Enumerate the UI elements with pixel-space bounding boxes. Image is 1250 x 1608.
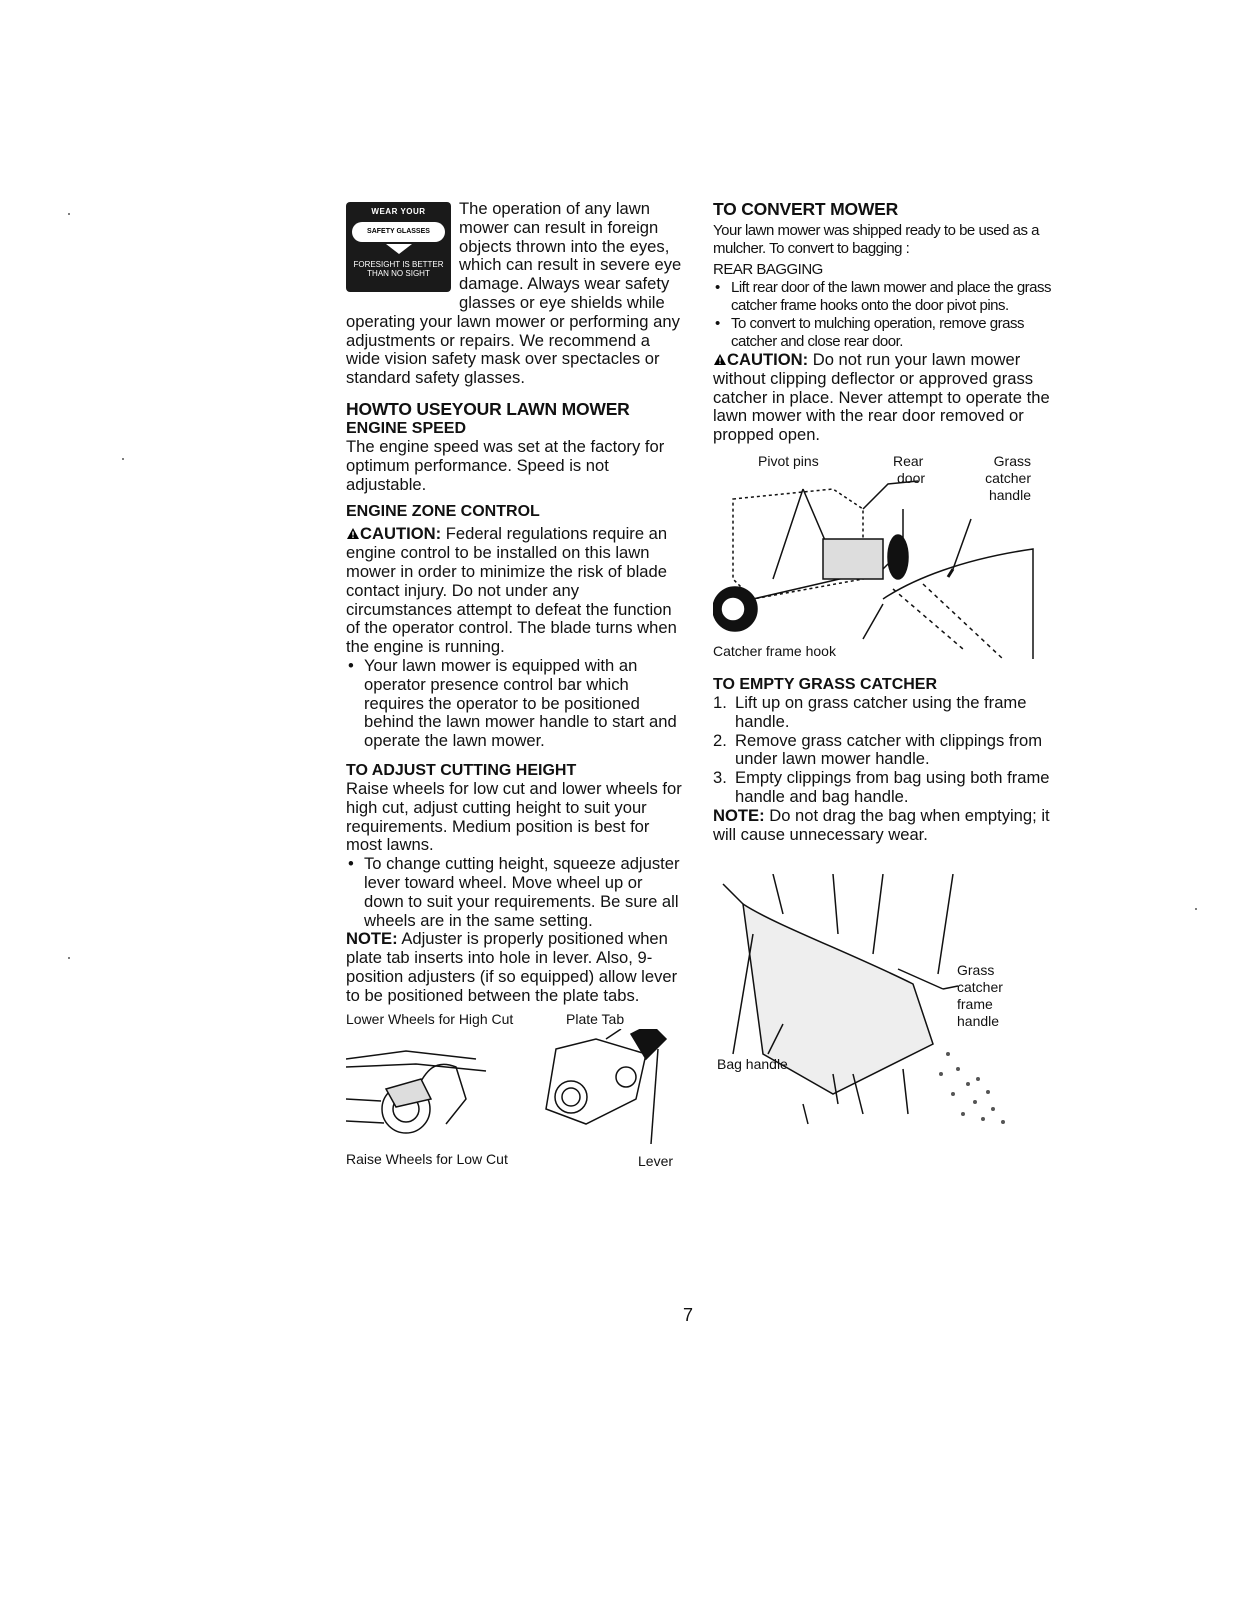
badge-line-4-text: THAN NO SIGHT [367,269,430,278]
frame-handle-label-1: Grass [957,962,995,979]
rear-door-label-1: Rear [893,452,924,469]
engine-zone-caution [346,525,686,657]
lever-label: Lever [638,1153,674,1170]
scan-speck [68,213,70,215]
empty-heading: TO EMPTY GRASS CATCHER [713,675,938,693]
engine-speed-text: The engine speed was set at the factory for optimum performance. Speed is not adjustable. [346,436,665,494]
scan-speck [122,458,124,460]
empty-note [713,807,1053,845]
convert-caution-text: Do not run your lawn mower without clipping deflector or approved grass catcher in place. Never attempt to operate the lawn mower with the rear door removed or propped open. [713,350,1050,445]
how-to-heading: HOWTO USEYOUR LAWN MOWER [346,398,630,419]
step-number: 1. [713,692,727,712]
plate-tab-label: Plate Tab [566,1011,625,1028]
grass-catcher-handle-label-3: handle [988,486,1031,503]
wheel-adjuster-illustration [346,1029,686,1149]
step-number: 2. [713,730,727,750]
lower-wheels-label: Lower Wheels for High Cut [346,1011,514,1028]
intro-text: The operation of any lawn mower can result in foreign objects thrown into the eyes, which can result in severe eye damage. Always wear safety glasses or eye shields while operating your lawn mower or performing any adjustments or repairs. We recommend a wide vision safety mask over spectacles or standard safety glasses. [346,199,682,388]
list-item: • To change cutting height, squeeze adjuster lever toward wheel. Move wheel up or down to suit your requirements. Be sure all wheels are in the same setting. [346,855,686,930]
cutting-height-bullets [346,855,686,930]
rear-door-label-2: door [897,469,926,486]
convert-caution [713,351,1053,445]
list-item [713,694,1053,732]
bagging-bullets [713,279,1053,351]
step-text: Lift up on grass catcher using the frame handle. [735,692,1027,731]
note-label: NOTE: [346,929,398,949]
list-item: • To convert to mulching operation, remove grass catcher and close rear door. [713,315,1053,351]
frame-handle-label-3: frame [957,996,993,1013]
caution-label: CAUTION: [727,350,809,369]
engine-zone-caution-text: Federal regulations require an engine control to be installed on this lawn mower in order to minimize the risk of blade contact injury. Do not under any circumstances attempt to defeat the function of the operator control. The blade turns when the engine is running. [346,524,677,657]
pivot-pins-label: Pivot pins [758,452,819,469]
caution-triangle-icon [346,527,360,540]
note-label: NOTE: [713,805,765,825]
frame-handle-label [957,962,1003,1030]
grass-catcher-handle-label-2: catcher [985,469,1031,486]
frame-handle-label-2: catcher [957,979,1003,996]
grass-catcher-handle-label-1: Grass [993,452,1031,469]
step-number: 3. [713,768,727,788]
convert-heading: TO CONVERT MOWER [713,199,899,219]
rear-bagging-illustration [713,469,1043,669]
list-item [713,732,1053,770]
safety-glasses-badge [346,202,451,292]
list-item: • Lift rear door of the lawn mower and place the grass catcher frame hooks onto the door pivot pins. [713,279,1053,315]
safety-glasses-icon [384,242,414,256]
empty-note-text: Do not drag the bag when emptying; it will cause unnecessary wear. [713,805,1050,844]
empty-catcher-figure [713,874,1053,1134]
page-number: 7 [683,1305,694,1325]
cutting-height-heading: TO ADJUST CUTTING HEIGHT [346,761,577,779]
scan-speck [1195,908,1197,910]
badge-line-2: SAFETY GLASSES [352,222,445,242]
engine-zone-bullets [346,657,686,751]
raise-wheels-label: Raise Wheels for Low Cut [346,1151,508,1168]
rear-bagging-figure [713,453,1053,675]
convert-text: Your lawn mower was shipped ready to be used as a mulcher. To convert to bagging : [713,222,1039,257]
catcher-frame-hook-label: Catcher frame hook [713,642,836,659]
cutting-height-note-text: Adjuster is properly positioned when plate tab inserts into hole in lever. Also, 9-position adjusters (if so equipped) allow lever to be positioned between the plate tabs. [346,929,678,1005]
bag-handle-label: Bag handle [717,1056,788,1073]
cutting-height-note [346,930,686,1005]
badge-line-1: WEAR YOUR [371,207,426,216]
engine-speed-heading: ENGINE SPEED [346,419,467,437]
cutting-height-text: Raise wheels for low cut and lower wheels for high cut, adjust cutting height to suit your requirements. Medium position is best for most lawns. [346,778,682,855]
caution-label: CAUTION: [360,524,442,544]
empty-steps [713,694,1053,807]
cutting-height-figure [346,1011,686,1171]
list-item [713,769,1053,807]
scan-speck [68,957,70,959]
list-item: • Your lawn mower is equipped with an operator presence control bar which requires the operator to be positioned behind the lawn mower handle to start and operate the lawn mower. [346,657,686,751]
step-text: Empty clippings from bag using both frame handle and bag handle. [735,768,1050,806]
frame-handle-label-4: handle [957,1013,1000,1030]
engine-zone-heading: ENGINE ZONE CONTROL [346,503,540,521]
badge-line-3 [346,260,451,278]
right-column [713,200,1053,1134]
badge-line-3-text: FORESIGHT IS BETTER [353,260,444,269]
rear-bagging-label: REAR BAGGING [713,261,823,278]
step-text: Remove grass catcher with clippings from under lawn mower handle. [735,730,1043,769]
caution-triangle-icon [713,353,727,366]
left-column [346,200,686,1171]
